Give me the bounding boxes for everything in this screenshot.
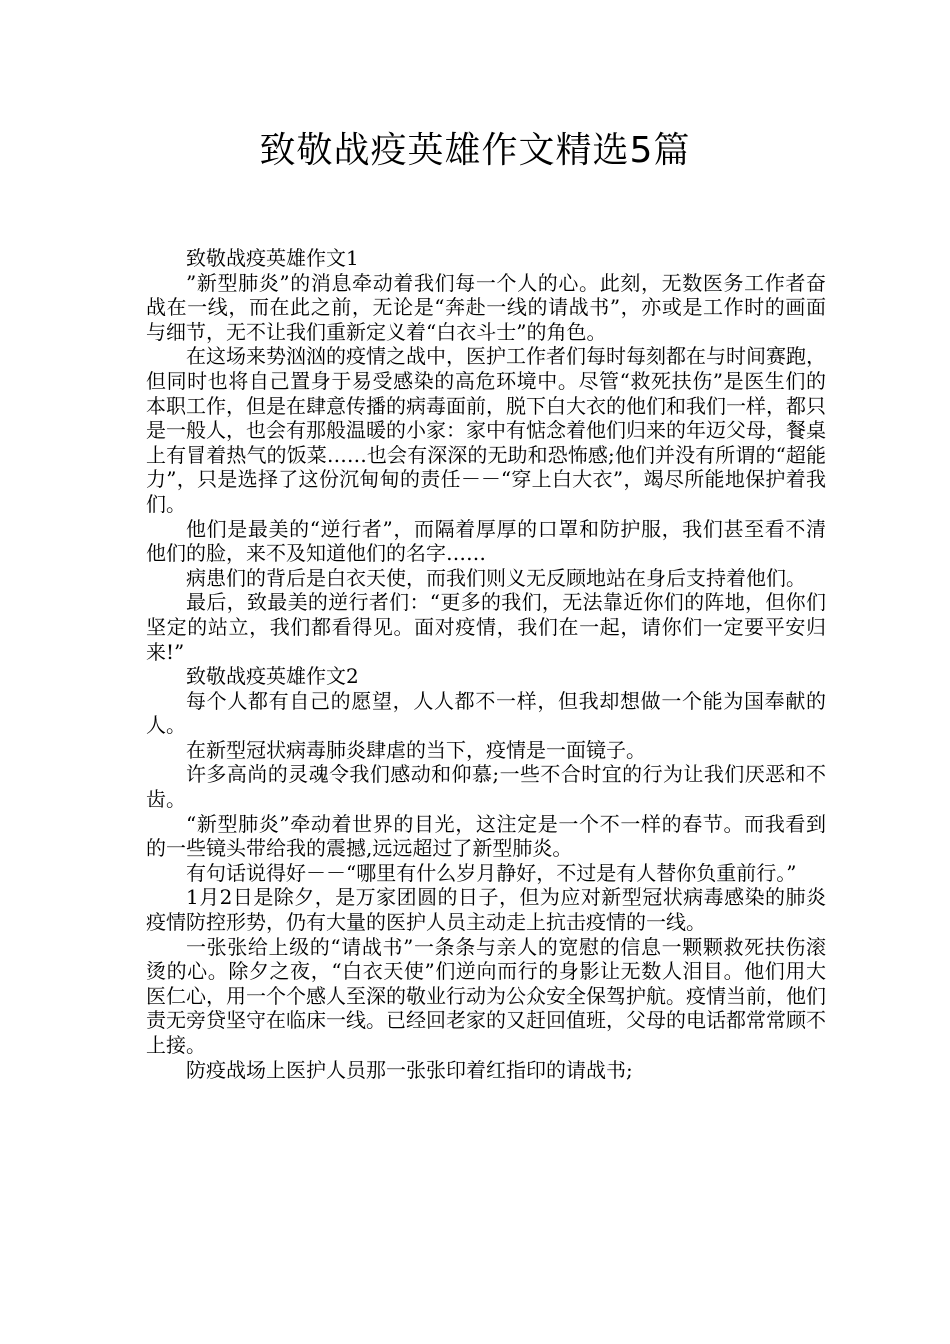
paragraph: 在这场来势汹汹的疫情之战中，医护工作者们每时每刻都在与时间赛跑，但同时也将自己置身于易受感染的高危环境中。尽管“救死扶伤”是医生们的本职工作，但是在肆意传播的病毒面前，脱下白大衣的他们和我们一样，都只是一般人，也会有那般温暖的小家：家中有惦念着他们归来的年迈父母，餐桌上有冒着热气的饭菜……也会有深深的无助和恐怖感;他们并没有所谓的“超能力”，只是选择了这份沉甸甸的责任－－“穿上白大衣”，竭尽所能地保护着我们。: [146, 344, 826, 516]
essay-heading: 致敬战疫英雄作文2: [186, 664, 359, 689]
paragraph: 最后，致最美的逆行者们：“更多的我们，无法靠近你们的阵地，但你们坚定的站立，我们都看得见。面对疫情，我们在一起，请你们一定要平安归来!”: [146, 590, 826, 664]
paragraph: 防疫战场上医护人员那一张张印着红指印的请战书;: [186, 1057, 633, 1082]
paragraph: 许多高尚的灵魂令我们感动和仰慕;一些不合时宜的行为让我们厌恶和不齿。: [146, 762, 826, 812]
paragraph: 在新型冠状病毒肺炎肆虐的当下，疫情是一面镜子。: [186, 737, 646, 762]
paragraph: 一张张给上级的“请战书”一条条与亲人的宽慰的信息一颗颗救死扶伤滚烫的心。除夕之夜，“白衣天使”们逆向而行的身影让无数人泪目。他们用大医仁心，用一个个感人至深的敬业行动为公众安全保驾护航。疫情当前，他们责无旁贷坚守在临床一线。已经回老家的又赶回值班，父母的电话都常常顾不上接。: [146, 934, 826, 1057]
paragraph: 每个人都有自己的愿望，人人都不一样，但我却想做一个能为国奉献的人。: [146, 688, 826, 738]
paragraph: 有句话说得好－－“哪里有什么岁月静好，不过是有人替你负重前行。”: [186, 860, 797, 885]
paragraph: 病患们的背后是白衣天使，而我们则义无反顾地站在身后支持着他们。: [186, 565, 806, 590]
essay-heading: 致敬战疫英雄作文1: [186, 246, 359, 270]
document-title: 致敬战疫英雄作文精选5篇: [259, 130, 691, 171]
document-body: [146, 246, 826, 1082]
paragraph: ”新型肺炎”的消息牵动着我们每一个人的心。此刻，无数医务工作者奋战在一线，而在此之前，无论是“奔赴一线的请战书”，亦或是工作时的画面与细节，无不让我们重新定义着“白衣斗士”的角色。: [146, 270, 826, 344]
paragraph: 1月2日是除夕，是万家团圆的日子，但为应对新型冠状病毒感染的肺炎疫情防控形势，仍有大量的医护人员主动走上抗击疫情的一线。: [146, 885, 826, 935]
paragraph: “新型肺炎”牵动着世界的目光，这注定是一个不一样的春节。而我看到的一些镜头带给我的震撼,远远超过了新型肺炎。: [146, 811, 826, 861]
paragraph: 他们是最美的“逆行者”，而隔着厚厚的口罩和防护服，我们甚至看不清他们的脸，来不及知道他们的名字……: [146, 516, 826, 566]
